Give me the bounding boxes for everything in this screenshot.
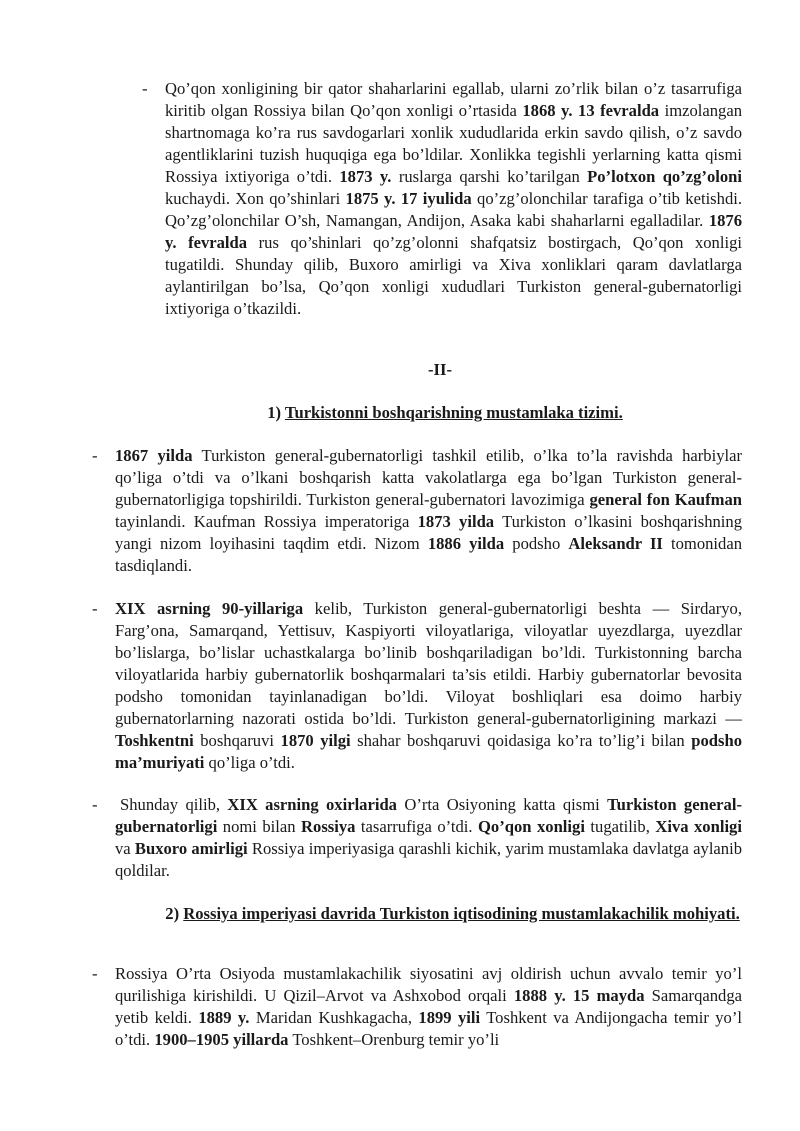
heading-number: 1) (267, 403, 285, 422)
section-heading-2 (140, 903, 765, 925)
paragraph-governorate-1867 (92, 445, 742, 577)
paragraph-text: Shunday qilib, XIX asrning oxirlarida O’rta Osiyoning katta qismi Turkiston general-gubernatorligi nomi bilan Rossiya tasarrufiga o’tdi. Qo’qon xonligi tugatilib, Xiva xonligi va Buxoro amirligi Rossiya imperiyasiga qarashli kichik, yarim mustamlaka davlatga aylanib qoldilar. (115, 795, 743, 880)
list-dash: - (92, 599, 98, 618)
list-dash: - (92, 964, 98, 983)
paragraph-text: XIX asrning 90-yillariga kelib, Turkiston general-gubernatorligi beshta — Sirdaryo, Farg’ona, Samarqand, Yettisuv, Kaspiyorti viloyatlariga, viloyatlar uyezdlarga, uyezdlar bo’lislarga, bo’lislar uchastkalarga bo’linib boshqariladigan bo’ldi. Turkistonning barcha viloyatlarida harbiy gubernatorlik boshqarmalari ta’sis etildi. Harbiy gubernatorlar bevosita podsho tomonidan tayinlanadigan bo’ldi. Viloyat boshliqlari esa doimo harbiy gubernatorlarning nazorati ostida bo’ldi. Turkiston general-gubernatorligining markazi — Toshkentni boshqaruvi 1870 yilgi shahar boshqaruvi qoidasiga ko’ra to’lig’i bilan podsho ma’muriyati qo’liga o’tdi. (115, 599, 743, 772)
paragraph-text: 1867 yilda Turkiston general-gubernatorligi tashkil etilib, o’lka to’la ravishda harbiylar qo’liga o’tdi va o’lkani boshqarish katta vakolatlarga ega bo’lgan Turkiston general-gubernatorligiga topshirildi. Turkiston general-gubernatori lavozimiga general fon Kaufman tayinlandi. Kaufman Rossiya imperatoriga 1873 yilda Turkiston o’lkasini boshqarishning yangi nizom loyihasini taqdim etdi. Nizom 1886 yilda podsho Aleksandr II tomonidan tasdiqlandi. (115, 446, 742, 575)
paragraph-kokand-khanate (142, 78, 743, 320)
paragraph-provinces-1890s (92, 598, 743, 774)
heading-number: 2) (165, 904, 184, 923)
section-marker: -II- (428, 360, 452, 379)
paragraph-text: Qo’qon xonligining bir qator shaharlarini egallab, ularni zo’rlik bilan o’z tasarrufiga kiritib olgan Rossiya bilan Qo’qon xonligi o’rtasida 1868 y. 13 fevralda imzolangan shartnomaga ko’ra rus savdogarlari xonlik xududlarida erkin savdo qilish, o’z savdo agentliklarini tuzish huquqiga ega bo’ldilar. Xonlikka tegishli yerlarning katta qismi Rossiya ixtiyoriga o’tdi. 1873 y. ruslarga qarshi ko’tarilgan Po’lotxon qo’zg’oloni kuchaydi. Xon qo’shinlari 1875 y. 17 iyulida qo’zg’olonchilar tarafiga o’tib ketishdi. Qo’zg’olonchilar O’sh, Namangan, Andijon, Asaka kabi shaharlarni egalladilar. 1876 y. fevralda rus qo’shinlari qo’zg’olonni shafqatsiz bostirgach, Qo’qon xonligi tugatildi. Shunday qilib, Buxoro amirligi va Xiva xonliklari qaram davlatlarga aylantirilgan bo’lsa, Qo’qon xonligi xududlari Turkiston general-gubernatorligi ixtiyoriga o’tkazildi. (165, 79, 743, 318)
heading-title: Rossiya imperiyasi davrida Turkiston iqtisodining mustamlakachilik mohiyati. (183, 904, 740, 923)
paragraph-railways (92, 963, 742, 1051)
list-dash: - (92, 446, 98, 465)
list-dash: - (92, 795, 98, 814)
paragraph-text: Rossiya O’rta Osiyoda mustamlakachilik siyosatini avj oldirish uchun avvalo temir yo’l qurilishiga kirishildi. U Qizil–Arvot va Ashxobod orqali 1888 y. 15 mayda Samarqandga yetib keldi. 1889 y. Maridan Kushkagacha, 1899 yili Toshkent va Andijongacha temir yo’l o’tdi. 1900–1905 yillarda Toshkent–Orenburg temir yo’li (115, 964, 742, 1049)
list-dash: - (142, 79, 148, 98)
paragraph-end-of-century (92, 794, 743, 882)
heading-title: Turkistonni boshqarishning mustamlaka tizimi. (284, 403, 623, 422)
section-heading-1 (200, 402, 690, 424)
